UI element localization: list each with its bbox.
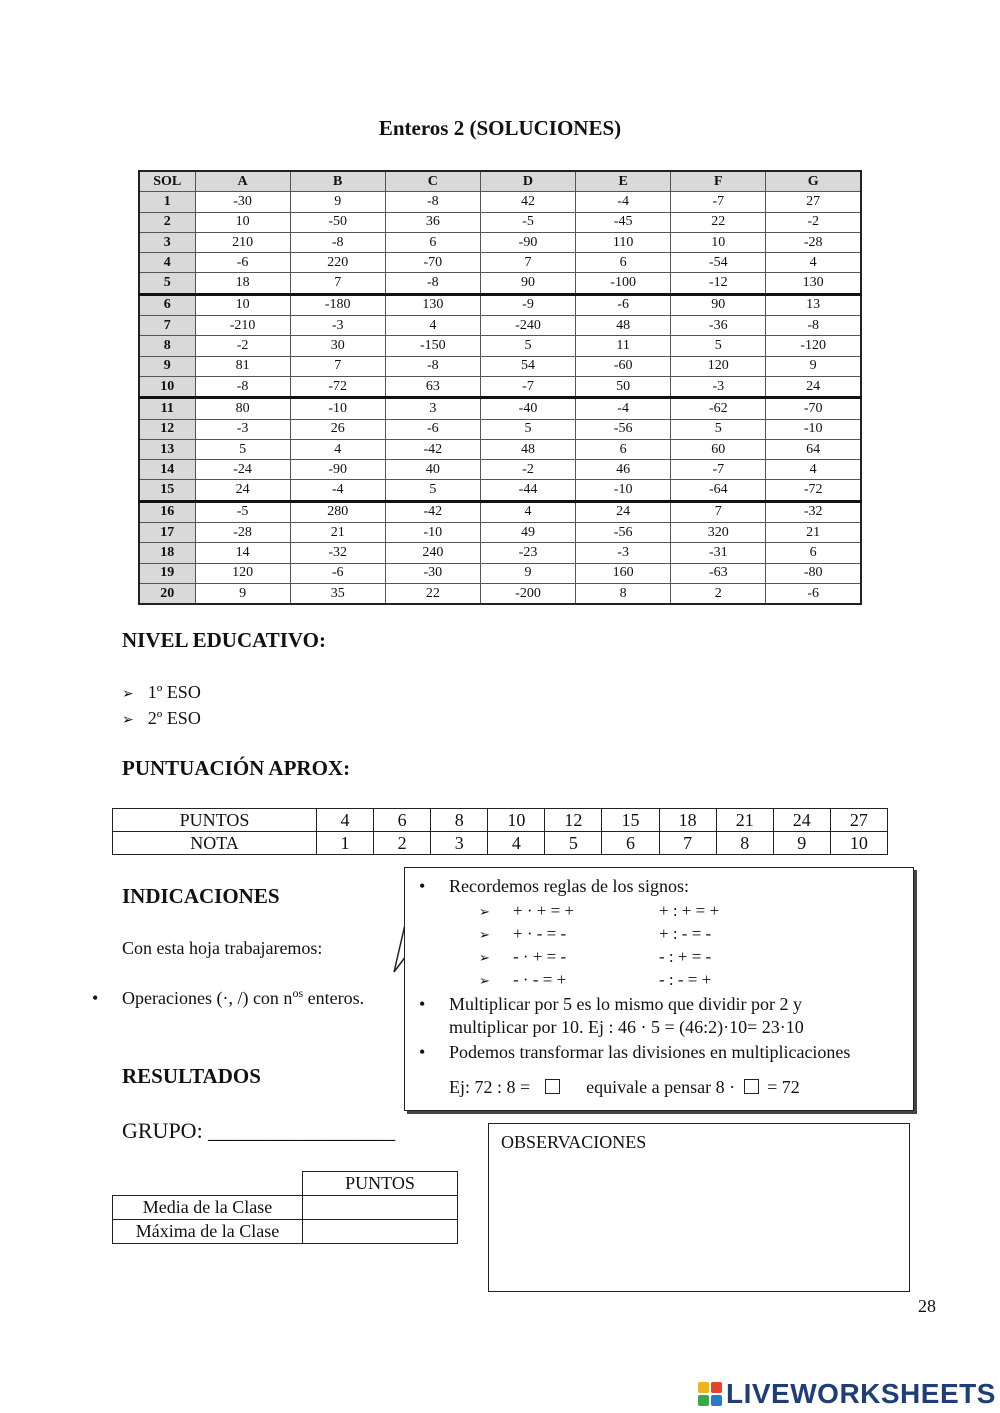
solution-cell: 6 xyxy=(576,439,671,459)
row-number: 12 xyxy=(139,419,195,439)
indicaciones-text: Con esta hoja trabajaremos: xyxy=(122,938,323,958)
solution-cell: 5 xyxy=(480,336,575,356)
solution-cell: 13 xyxy=(766,294,861,315)
callout-item-multiply: • Multiplicar por 5 es lo mismo que dividir por 2 y xyxy=(419,994,802,1014)
arrow-bullet-icon: ➢ xyxy=(479,905,490,920)
solution-cell: -2 xyxy=(480,460,575,480)
solution-cell: 36 xyxy=(385,212,480,232)
solution-cell: -80 xyxy=(766,563,861,583)
sign-rule-div: + : + = + xyxy=(659,901,720,920)
solution-cell: 4 xyxy=(480,501,575,522)
table-row xyxy=(139,563,861,583)
table-row xyxy=(139,543,861,563)
solution-cell: 10 xyxy=(195,294,290,315)
solution-cell: -3 xyxy=(671,376,766,397)
indicaciones-heading: INDICACIONES xyxy=(122,884,280,908)
solution-cell: 6 xyxy=(766,543,861,563)
solution-cell: -2 xyxy=(766,212,861,232)
solution-cell: 5 xyxy=(671,419,766,439)
solution-cell: 3 xyxy=(385,398,480,419)
row-number: 14 xyxy=(139,460,195,480)
maxima-value-cell[interactable] xyxy=(303,1220,458,1244)
solution-cell: 280 xyxy=(290,501,385,522)
resultados-table xyxy=(112,1171,458,1244)
row-number: 7 xyxy=(139,316,195,336)
table-row xyxy=(139,376,861,397)
solution-cell: 21 xyxy=(290,523,385,543)
solution-cell: 210 xyxy=(195,232,290,252)
solution-cell: 5 xyxy=(195,439,290,459)
solution-cell: -180 xyxy=(290,294,385,315)
nota-cell: 1 xyxy=(317,832,374,855)
nivel-list xyxy=(122,680,201,732)
solution-cell: -2 xyxy=(195,336,290,356)
solution-cell: -6 xyxy=(290,563,385,583)
table-row xyxy=(139,336,861,356)
solution-cell: 130 xyxy=(385,294,480,315)
solution-cell: -30 xyxy=(385,563,480,583)
solution-cell: -9 xyxy=(480,294,575,315)
puntos-cell: 24 xyxy=(773,809,830,832)
solution-cell: -45 xyxy=(576,212,671,232)
resultados-heading: RESULTADOS xyxy=(122,1064,261,1088)
solution-cell: 5 xyxy=(385,480,480,501)
puntos-cell: 12 xyxy=(545,809,602,832)
puntuacion-heading: PUNTUACIÓN APROX: xyxy=(122,756,351,780)
table-row xyxy=(139,583,861,604)
puntos-cell: 21 xyxy=(716,809,773,832)
solution-cell: 24 xyxy=(195,480,290,501)
solution-cell: 46 xyxy=(576,460,671,480)
solution-cell: 7 xyxy=(480,253,575,273)
solution-cell: -42 xyxy=(385,439,480,459)
sign-rule-div: + : - = - xyxy=(659,924,712,943)
solution-cell: 9 xyxy=(766,356,861,376)
sign-rule-mul: - · - = + xyxy=(513,970,567,989)
solution-cell: -30 xyxy=(195,192,290,212)
table-row xyxy=(139,316,861,336)
solution-cell: 80 xyxy=(195,398,290,419)
solution-cell: -240 xyxy=(480,316,575,336)
solution-cell: -10 xyxy=(766,419,861,439)
table-row xyxy=(139,439,861,459)
callout-item-signs: • Recordemos reglas de los signos: xyxy=(419,876,689,896)
nota-cell: 6 xyxy=(602,832,659,855)
bullet-icon: • xyxy=(419,994,426,1014)
list-item: ➢ 2º ESO xyxy=(122,706,201,732)
solution-cell: 49 xyxy=(480,523,575,543)
blank-cell xyxy=(113,1172,303,1196)
nota-cell: 8 xyxy=(716,832,773,855)
solution-cell: -100 xyxy=(576,273,671,294)
table-row xyxy=(139,232,861,252)
solution-cell: -31 xyxy=(671,543,766,563)
solution-cell: -8 xyxy=(290,232,385,252)
sign-rule-row xyxy=(479,901,719,921)
solution-cell: -72 xyxy=(766,480,861,501)
solution-cell: -120 xyxy=(766,336,861,356)
row-number: 4 xyxy=(139,253,195,273)
solution-cell: -32 xyxy=(766,501,861,522)
solution-cell: 6 xyxy=(385,232,480,252)
column-header: A xyxy=(195,171,290,192)
solution-cell: -6 xyxy=(576,294,671,315)
solution-cell: 320 xyxy=(671,523,766,543)
solutions-table xyxy=(138,170,862,605)
row-number: 20 xyxy=(139,583,195,604)
puntos-row xyxy=(113,809,888,832)
solution-cell: 110 xyxy=(576,232,671,252)
table-row xyxy=(139,460,861,480)
nota-cell: 10 xyxy=(830,832,887,855)
solution-cell: 7 xyxy=(671,501,766,522)
solution-cell: -56 xyxy=(576,523,671,543)
brand-watermark xyxy=(698,1376,996,1412)
column-header: E xyxy=(576,171,671,192)
solution-cell: 10 xyxy=(195,212,290,232)
solution-cell: -90 xyxy=(290,460,385,480)
logo-tile xyxy=(698,1382,709,1393)
solution-cell: 26 xyxy=(290,419,385,439)
media-label: Media de la Clase xyxy=(113,1196,303,1220)
table-row xyxy=(139,501,861,522)
logo-tile xyxy=(711,1395,722,1406)
callout-example: Ej: 72 : 8 = equivale a pensar 8 · = 72 xyxy=(449,1077,800,1097)
table-row xyxy=(139,273,861,294)
media-value-cell[interactable] xyxy=(303,1196,458,1220)
solutions-header-row xyxy=(139,171,861,192)
puntos-cell: 6 xyxy=(374,809,431,832)
solution-cell: 14 xyxy=(195,543,290,563)
table-row xyxy=(113,1196,458,1220)
solution-cell: -5 xyxy=(195,501,290,522)
solution-cell: 48 xyxy=(480,439,575,459)
nivel-heading: NIVEL EDUCATIVO: xyxy=(122,628,326,652)
puntos-cell: 27 xyxy=(830,809,887,832)
sign-rule-div: - : - = + xyxy=(659,970,712,989)
column-header: C xyxy=(385,171,480,192)
solution-cell: 63 xyxy=(385,376,480,397)
puntos-cell: 10 xyxy=(488,809,545,832)
row-number: 1 xyxy=(139,192,195,212)
table-row xyxy=(139,419,861,439)
puntos-cell: 15 xyxy=(602,809,659,832)
bullet-icon: • xyxy=(419,876,426,896)
solution-cell: 11 xyxy=(576,336,671,356)
solution-cell: 48 xyxy=(576,316,671,336)
sign-rule-mul: - · + = - xyxy=(513,947,567,966)
solution-cell: -36 xyxy=(671,316,766,336)
solution-cell: -70 xyxy=(385,253,480,273)
solution-cell: 90 xyxy=(671,294,766,315)
solution-cell: 9 xyxy=(195,583,290,604)
solution-cell: 220 xyxy=(290,253,385,273)
sign-rule-div: - : + = - xyxy=(659,947,712,966)
arrow-bullet-icon: ➢ xyxy=(479,974,490,989)
sign-rule-row xyxy=(479,970,711,990)
sign-rule-row xyxy=(479,924,711,944)
arrow-bullet-icon: ➢ xyxy=(479,951,490,966)
solution-cell: 120 xyxy=(195,563,290,583)
solution-cell: -50 xyxy=(290,212,385,232)
sign-rule-row xyxy=(479,947,711,967)
callout-box xyxy=(404,867,914,1111)
table-row xyxy=(139,212,861,232)
puntos-cell: 4 xyxy=(317,809,374,832)
solution-cell: -28 xyxy=(195,523,290,543)
solution-cell: 64 xyxy=(766,439,861,459)
nota-cell: 3 xyxy=(431,832,488,855)
solution-cell: -6 xyxy=(195,253,290,273)
solution-cell: -6 xyxy=(766,583,861,604)
solution-cell: -200 xyxy=(480,583,575,604)
solution-cell: 6 xyxy=(576,253,671,273)
row-number: 5 xyxy=(139,273,195,294)
solution-cell: 4 xyxy=(290,439,385,459)
solution-cell: 2 xyxy=(671,583,766,604)
column-header: SOL xyxy=(139,171,195,192)
table-row xyxy=(113,1220,458,1244)
solution-cell: 10 xyxy=(671,232,766,252)
solution-cell: 35 xyxy=(290,583,385,604)
puntos-header: PUNTOS xyxy=(303,1172,458,1196)
solution-cell: 54 xyxy=(480,356,575,376)
solution-cell: -10 xyxy=(385,523,480,543)
column-header: B xyxy=(290,171,385,192)
solution-cell: 130 xyxy=(766,273,861,294)
grupo-field[interactable]: GRUPO: _________________ xyxy=(122,1118,396,1143)
solution-cell: -8 xyxy=(385,192,480,212)
solution-cell: 60 xyxy=(671,439,766,459)
nota-cell: 5 xyxy=(545,832,602,855)
nota-cell: 9 xyxy=(773,832,830,855)
nota-cell: 4 xyxy=(488,832,545,855)
table-row xyxy=(139,398,861,419)
solution-cell: -10 xyxy=(290,398,385,419)
solution-cell: -70 xyxy=(766,398,861,419)
solution-cell: -7 xyxy=(480,376,575,397)
solution-cell: -44 xyxy=(480,480,575,501)
solution-cell: 9 xyxy=(480,563,575,583)
bullet-icon: • xyxy=(419,1042,426,1062)
solution-cell: 42 xyxy=(480,192,575,212)
solution-cell: 4 xyxy=(766,253,861,273)
solution-cell: -62 xyxy=(671,398,766,419)
solution-cell: -3 xyxy=(576,543,671,563)
puntuacion-table xyxy=(112,808,888,855)
bullet-icon: • xyxy=(92,988,99,1008)
solution-cell: -24 xyxy=(195,460,290,480)
solution-cell: 40 xyxy=(385,460,480,480)
solution-cell: 8 xyxy=(576,583,671,604)
solution-cell: 24 xyxy=(766,376,861,397)
solution-cell: -3 xyxy=(195,419,290,439)
solution-cell: 18 xyxy=(195,273,290,294)
solution-cell: 81 xyxy=(195,356,290,376)
solution-cell: -72 xyxy=(290,376,385,397)
table-row xyxy=(139,294,861,315)
row-number: 13 xyxy=(139,439,195,459)
table-row xyxy=(139,480,861,501)
brand-logo-icon xyxy=(698,1382,722,1406)
maxima-label: Máxima de la Clase xyxy=(113,1220,303,1244)
row-number: 19 xyxy=(139,563,195,583)
nota-cell: 2 xyxy=(374,832,431,855)
solution-cell: -4 xyxy=(290,480,385,501)
solution-cell: -150 xyxy=(385,336,480,356)
solution-cell: 7 xyxy=(290,356,385,376)
solution-cell: 27 xyxy=(766,192,861,212)
row-number: 11 xyxy=(139,398,195,419)
solution-cell: 24 xyxy=(576,501,671,522)
sign-rule-mul: + · + = + xyxy=(513,901,575,920)
table-row xyxy=(139,253,861,273)
logo-tile xyxy=(711,1382,722,1393)
solution-cell: 22 xyxy=(671,212,766,232)
solution-cell: -4 xyxy=(576,398,671,419)
page-number: 28 xyxy=(918,1296,936,1316)
solution-cell: -3 xyxy=(290,316,385,336)
empty-box-icon xyxy=(545,1079,560,1094)
nota-label: NOTA xyxy=(113,832,317,855)
logo-tile xyxy=(698,1395,709,1406)
row-number: 2 xyxy=(139,212,195,232)
puntos-label: PUNTOS xyxy=(113,809,317,832)
solution-cell: 160 xyxy=(576,563,671,583)
column-header: F xyxy=(671,171,766,192)
solution-cell: -5 xyxy=(480,212,575,232)
row-number: 9 xyxy=(139,356,195,376)
nota-cell: 7 xyxy=(659,832,716,855)
solution-cell: -32 xyxy=(290,543,385,563)
row-number: 17 xyxy=(139,523,195,543)
solution-cell: -64 xyxy=(671,480,766,501)
table-row xyxy=(113,1172,458,1196)
solution-cell: 50 xyxy=(576,376,671,397)
puntos-cell: 18 xyxy=(659,809,716,832)
list-item: ➢ 1º ESO xyxy=(122,680,201,706)
column-header: D xyxy=(480,171,575,192)
solution-cell: 22 xyxy=(385,583,480,604)
puntos-cell: 8 xyxy=(431,809,488,832)
row-number: 8 xyxy=(139,336,195,356)
solution-cell: 90 xyxy=(480,273,575,294)
solution-cell: 5 xyxy=(480,419,575,439)
solution-cell: -6 xyxy=(385,419,480,439)
solution-cell: 7 xyxy=(290,273,385,294)
solution-cell: -4 xyxy=(576,192,671,212)
solution-cell: 120 xyxy=(671,356,766,376)
page-title: Enteros 2 (SOLUCIONES) xyxy=(378,116,622,140)
solution-cell: -60 xyxy=(576,356,671,376)
observaciones-label: OBSERVACIONES xyxy=(501,1132,647,1152)
solution-cell: -63 xyxy=(671,563,766,583)
solution-cell: -10 xyxy=(576,480,671,501)
solution-cell: -54 xyxy=(671,253,766,273)
solution-cell: -8 xyxy=(385,273,480,294)
solution-cell: -8 xyxy=(385,356,480,376)
solution-cell: 4 xyxy=(766,460,861,480)
column-header: G xyxy=(766,171,861,192)
solution-cell: -7 xyxy=(671,460,766,480)
row-number: 3 xyxy=(139,232,195,252)
solution-cell: -8 xyxy=(195,376,290,397)
row-number: 16 xyxy=(139,501,195,522)
solution-cell: -28 xyxy=(766,232,861,252)
solution-cell: -42 xyxy=(385,501,480,522)
row-number: 18 xyxy=(139,543,195,563)
observaciones-box[interactable] xyxy=(488,1123,910,1292)
solution-cell: -56 xyxy=(576,419,671,439)
arrow-bullet-icon: ➢ xyxy=(479,928,490,943)
solution-cell: 5 xyxy=(671,336,766,356)
solution-cell: 4 xyxy=(385,316,480,336)
row-number: 10 xyxy=(139,376,195,397)
table-row xyxy=(139,192,861,212)
solution-cell: 240 xyxy=(385,543,480,563)
solution-cell: -7 xyxy=(671,192,766,212)
callout-item-divide: • Podemos transformar las divisiones en multiplicaciones xyxy=(419,1042,851,1062)
table-row xyxy=(139,523,861,543)
sign-rule-mul: + · - = - xyxy=(513,924,567,943)
brand-name: LIVEWORKSHEETS xyxy=(726,1378,996,1409)
table-row xyxy=(139,356,861,376)
solution-cell: -210 xyxy=(195,316,290,336)
solution-cell: 30 xyxy=(290,336,385,356)
callout-item-multiply-line2: multiplicar por 10. Ej : 46 · 5 = (46:2)·10= 23·10 xyxy=(449,1017,804,1037)
solution-cell: -40 xyxy=(480,398,575,419)
empty-box-icon xyxy=(744,1079,759,1094)
row-number: 6 xyxy=(139,294,195,315)
solution-cell: -90 xyxy=(480,232,575,252)
solution-cell: -8 xyxy=(766,316,861,336)
indicaciones-bullet: • Operaciones (·, /) con $n^{os}$ enteros. xyxy=(92,986,365,1008)
solution-cell: 9 xyxy=(290,192,385,212)
row-number: 15 xyxy=(139,480,195,501)
nota-row xyxy=(113,832,888,855)
solution-cell: 21 xyxy=(766,523,861,543)
solution-cell: -12 xyxy=(671,273,766,294)
solution-cell: -23 xyxy=(480,543,575,563)
